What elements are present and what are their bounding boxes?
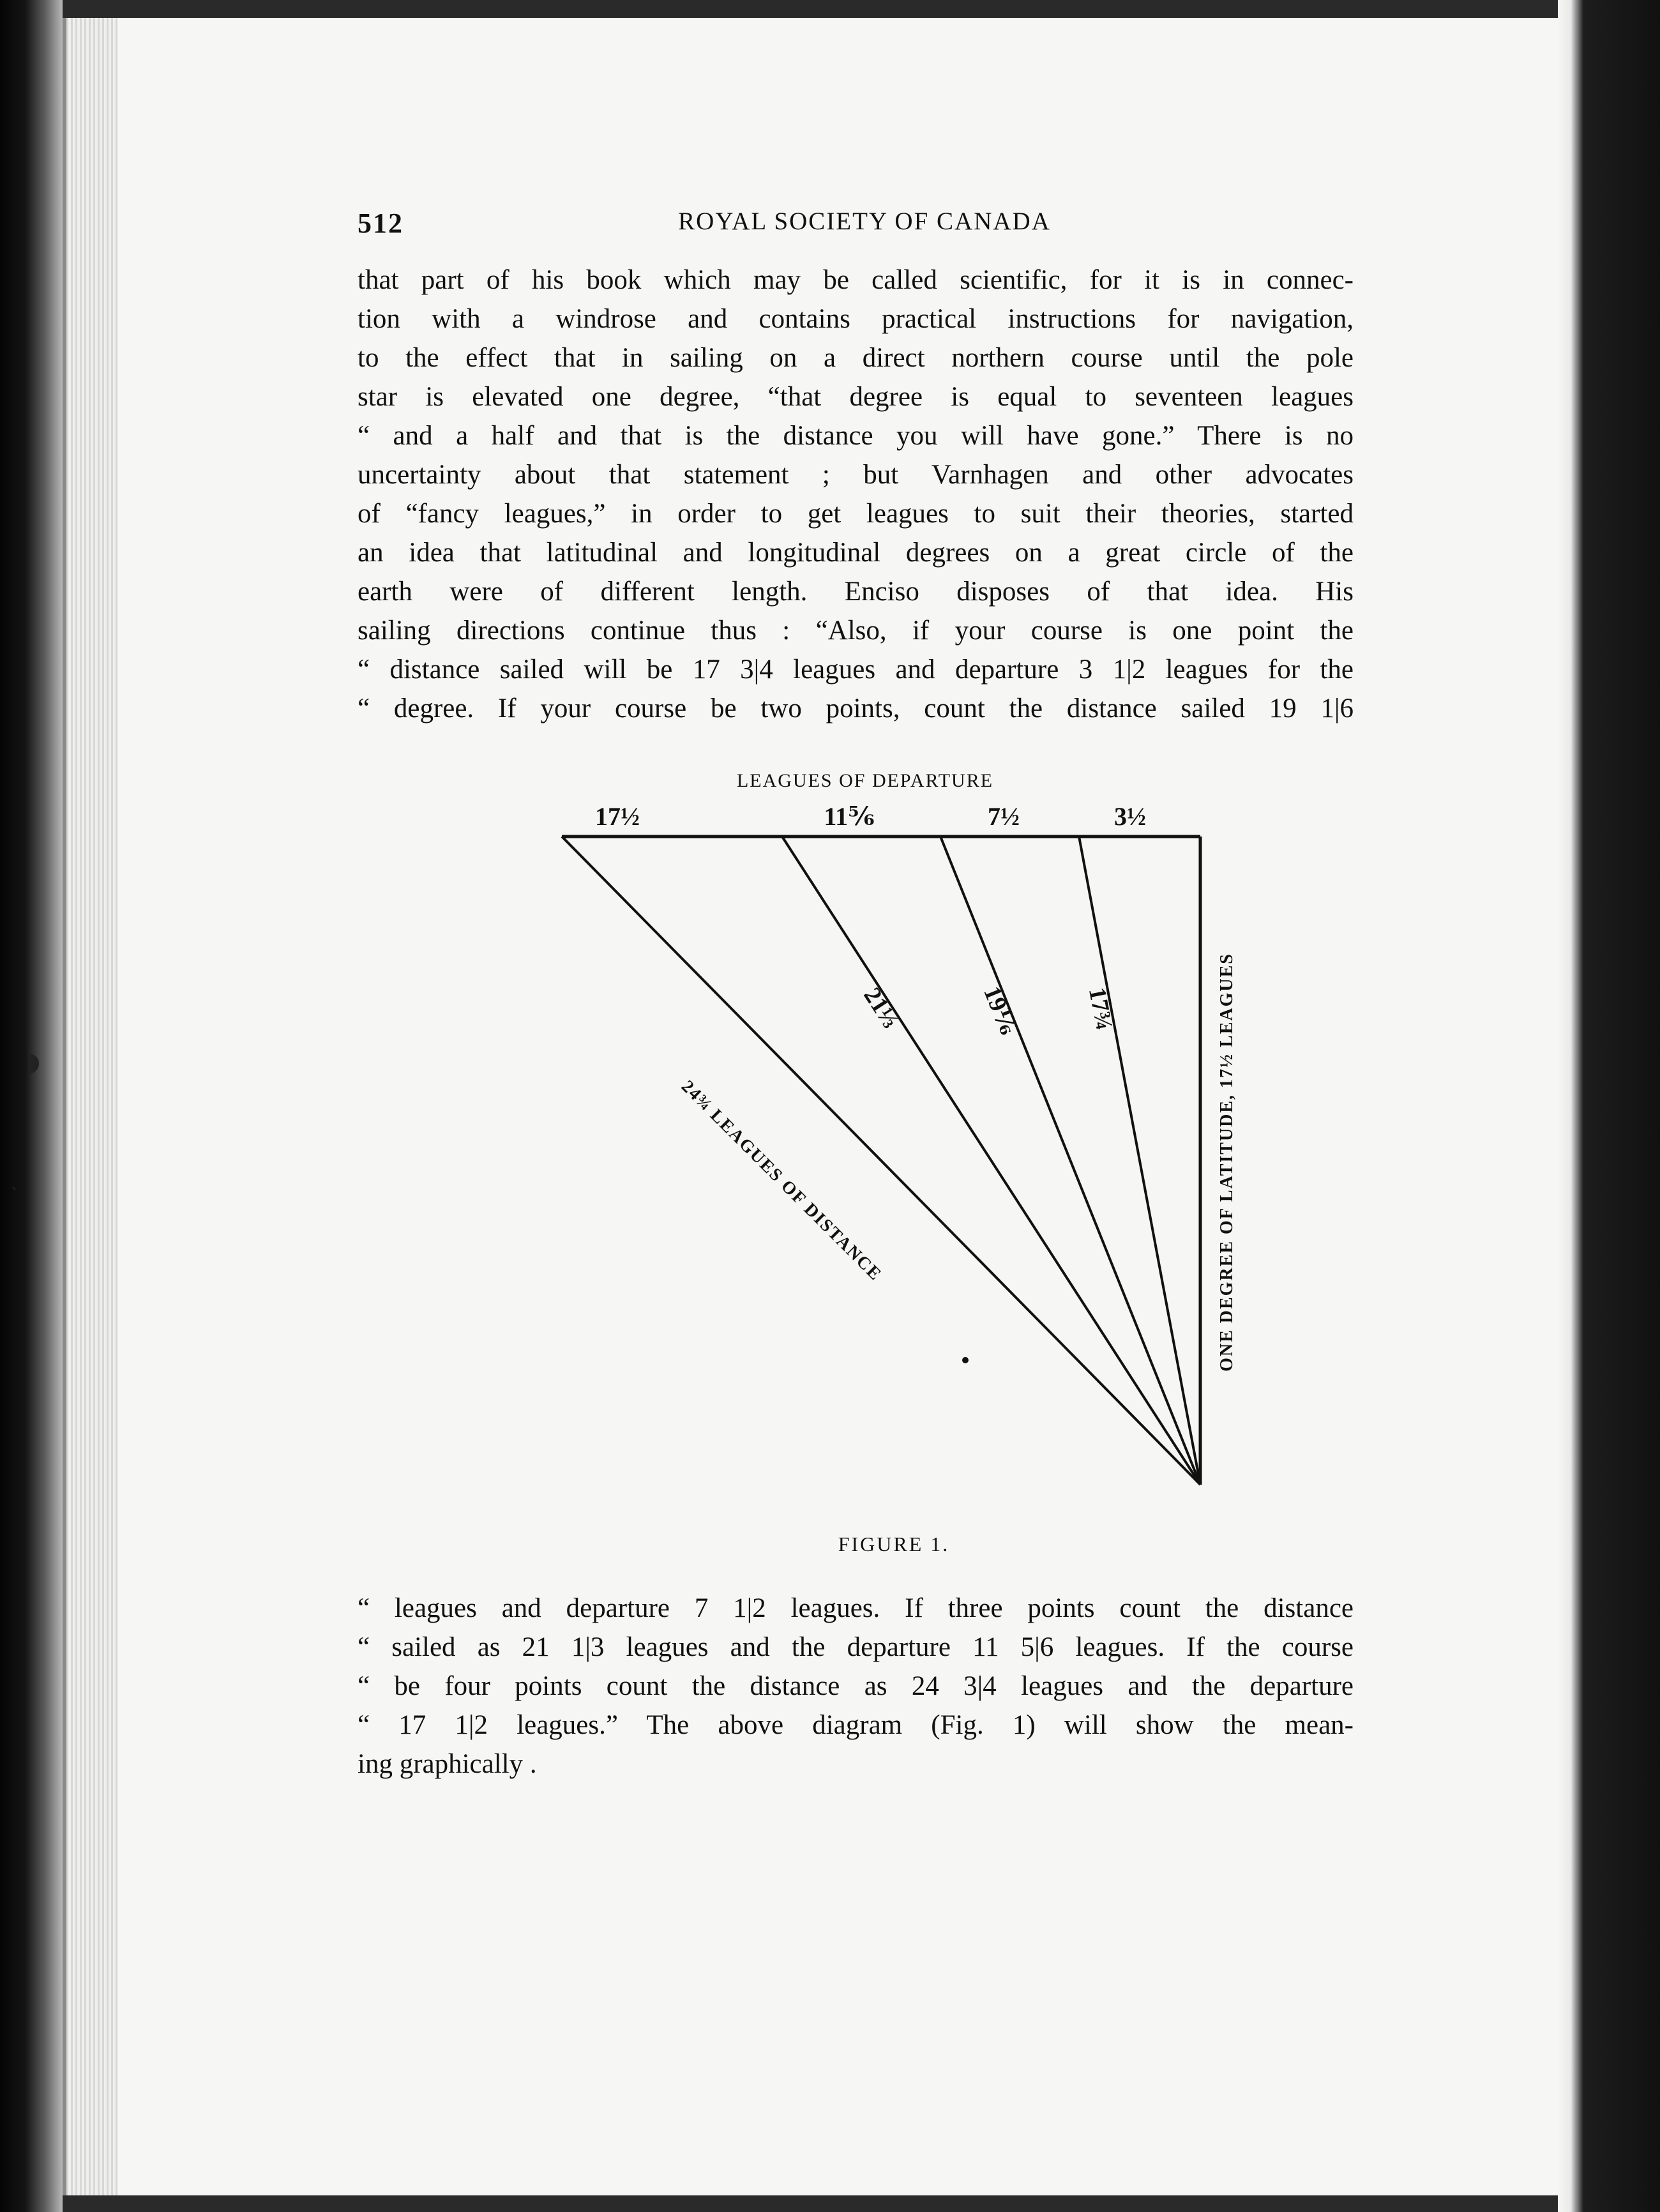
departure-label-3pt: 11⅚: [824, 802, 875, 831]
text-line: “ leagues and departure 7 1|2 leagues. If three points count the distance: [358, 1593, 1354, 1623]
text-line: “ and a half and that is the distance you will have gone.” There is no: [358, 421, 1354, 451]
departure-axis-title: LEAGUES OF DEPARTURE: [736, 770, 994, 791]
text-line: earth were of different length. Enciso disposes of that idea. His: [358, 577, 1354, 607]
paragraph-bottom: [358, 1589, 1354, 1784]
figure-1-diagram: [524, 760, 1290, 1494]
paragraph-top: [358, 261, 1354, 728]
text-line: that part of his book which may be called scientific, for it is in connec-: [358, 265, 1354, 295]
page-stack-edge: [66, 18, 117, 2195]
scan-speck: ˎ: [10, 1169, 20, 1191]
journal-title: ROYAL SOCIETY OF CANADA: [678, 208, 1051, 235]
text-line: sailing directions continue thus : “Also, if your course is one point the: [358, 616, 1354, 646]
text-line: star is elevated one degree, “that degree is equal to seventeen leagues: [358, 382, 1354, 412]
departure-label-1pt: 3½: [1114, 802, 1146, 831]
text-line: an idea that latitudinal and longitudinal degrees on a great circle of the: [358, 538, 1354, 568]
figure-caption: FIGURE 1.: [838, 1533, 950, 1556]
departure-label-2pt: 7½: [988, 802, 1020, 831]
latitude-label: ONE DEGREE OF LATITUDE, 17½ LEAGUES: [1217, 953, 1237, 1372]
text-line: “ be four points count the distance as 24 3|4 leagues and the departure: [358, 1671, 1354, 1701]
scan-speck: [962, 1357, 969, 1363]
course-line-2pt: [940, 837, 1200, 1485]
distance-label-3pt: 21⅓: [858, 983, 904, 1033]
book-spine-shadow: [0, 0, 63, 2212]
course-line-4pt: [562, 837, 1200, 1485]
text-line: “ distance sailed will be 17 3|4 leagues and departure 3 1|2 leagues for the: [358, 655, 1354, 685]
text-line: tion with a windrose and contains practical instructions for navigation,: [358, 304, 1354, 334]
book-right-edge: [1558, 0, 1660, 2212]
text-line: “ degree. If your course be two points, count the distance sailed 19 1|6: [358, 693, 1354, 723]
distance-label-2pt: 19⅙: [978, 982, 1022, 1039]
text-line: to the effect that in sailing on a direct northern course until the pole: [358, 343, 1354, 373]
course-line-3pt: [782, 837, 1200, 1485]
text-line: “ 17 1|2 leagues.” The above diagram (Fig. 1) will show the mean-: [358, 1710, 1354, 1740]
text-line: of “fancy leagues,” in order to get leagues to suit their theories, started: [358, 499, 1354, 529]
page-number: 512: [358, 208, 404, 239]
distance-label-1pt: 17¾: [1083, 985, 1118, 1033]
scan-speck: ◗: [27, 1047, 41, 1077]
course-line-1pt: [1079, 837, 1200, 1485]
hypotenuse-label: 24¾ LEAGUES OF DISTANCE: [677, 1076, 886, 1285]
running-head: [358, 207, 1354, 245]
departure-label-4pt: 17½: [595, 802, 640, 831]
text-line: uncertainty about that statement ; but Varnhagen and other advocates: [358, 460, 1354, 490]
text-line: ing graphically .: [358, 1749, 537, 1779]
text-line: “ sailed as 21 1|3 leagues and the departure 11 5|6 leagues. If the course: [358, 1632, 1354, 1662]
